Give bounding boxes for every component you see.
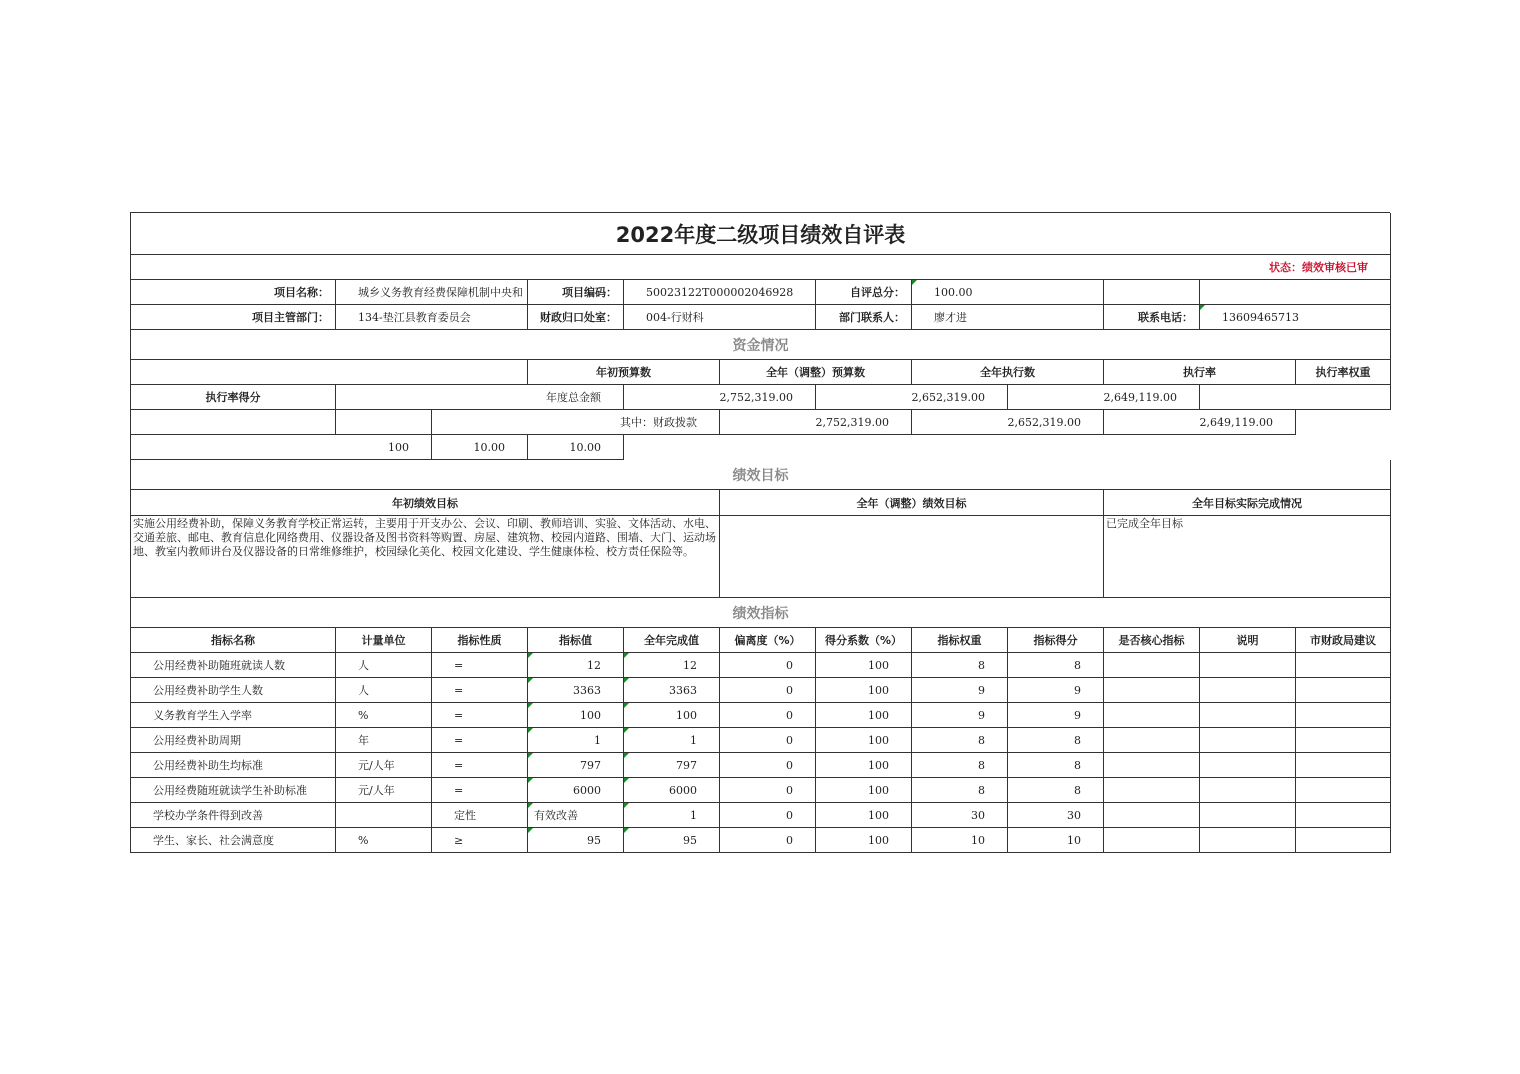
indicator-value: 6000 xyxy=(528,778,624,803)
indicator-suggestion xyxy=(1296,828,1391,853)
indicator-header: 指标值 xyxy=(528,628,624,653)
indicator-weight: 8 xyxy=(912,728,1008,753)
indicator-core-flag xyxy=(1104,803,1200,828)
indicator-unit: 元/人年 xyxy=(336,753,432,778)
indicator-deviation: 0 xyxy=(720,803,816,828)
indicator-completed: 3363 xyxy=(624,678,720,703)
indicator-coefficient: 100 xyxy=(816,728,912,753)
indicator-name: 公用经费补助学生人数 xyxy=(131,678,336,703)
indicator-name: 义务教育学生入学率 xyxy=(131,703,336,728)
page-title: 2022年度二级项目绩效自评表 xyxy=(131,213,1391,255)
initial-goal-text: 实施公用经费补助，保障义务教育学校正常运转，主要用于开支办公、会议、印刷、教师培训、实验、文体活动、水电、交通差旅、邮电、教育信息化网络费用、仪器设备及图书资料等购置、房屋、建筑物、校园内道路、围墙、大门、运动场地、教室内教师讲台及仪器设备的日常维修维护，校园绿化美化、校园文化建设、学生健康体检、校方责任保险等。 xyxy=(131,516,720,598)
indicator-header: 偏离度（%） xyxy=(720,628,816,653)
indicator-header: 指标得分 xyxy=(1008,628,1104,653)
indicator-coefficient: 100 xyxy=(816,753,912,778)
indicator-nature: = xyxy=(432,728,528,753)
indicator-unit: 年 xyxy=(336,728,432,753)
indicator-score: 8 xyxy=(1008,778,1104,803)
indicator-coefficient: 100 xyxy=(816,803,912,828)
funds-header-empty xyxy=(131,360,528,385)
indicator-coefficient: 100 xyxy=(816,828,912,853)
indicator-weight: 8 xyxy=(912,753,1008,778)
indicator-unit xyxy=(336,803,432,828)
indicator-unit: 人 xyxy=(336,653,432,678)
project-name-value: 城乡义务教育经费保障机制中央和 xyxy=(336,280,528,305)
actual-completion-text: 已完成全年目标 xyxy=(1104,516,1391,598)
indicator-score: 8 xyxy=(1008,728,1104,753)
funds-header: 全年（调整）预算数 xyxy=(720,360,912,385)
indicator-weight: 9 xyxy=(912,703,1008,728)
funds-rate xyxy=(1200,385,1391,410)
phone-label: 联系电话： xyxy=(1104,305,1200,330)
indicator-name: 公用经费补助周期 xyxy=(131,728,336,753)
indicator-note xyxy=(1200,678,1296,703)
indicator-header: 计量单位 xyxy=(336,628,432,653)
status-text: 状态：绩效审核已审 xyxy=(131,255,1391,280)
indicator-header: 是否核心指标 xyxy=(1104,628,1200,653)
indicator-deviation: 0 xyxy=(720,653,816,678)
indicator-core-flag xyxy=(1104,703,1200,728)
funds-adjusted: 2,652,319.00 xyxy=(912,410,1104,435)
indicator-note xyxy=(1200,803,1296,828)
adjusted-goal-text xyxy=(720,516,1104,598)
indicator-completed: 1 xyxy=(624,803,720,828)
funds-weight xyxy=(131,410,336,435)
indicator-core-flag xyxy=(1104,828,1200,853)
indicator-suggestion xyxy=(1296,728,1391,753)
funds-header: 全年执行数 xyxy=(912,360,1104,385)
indicator-coefficient: 100 xyxy=(816,703,912,728)
indicator-header: 指标性质 xyxy=(432,628,528,653)
goals-header: 全年目标实际完成情况 xyxy=(1104,490,1391,516)
indicator-deviation: 0 xyxy=(720,728,816,753)
indicator-nature: = xyxy=(432,653,528,678)
indicator-deviation: 0 xyxy=(720,753,816,778)
indicator-unit: 元/人年 xyxy=(336,778,432,803)
goals-section-title: 绩效目标 xyxy=(131,460,1391,490)
indicator-header: 得分系数（%） xyxy=(816,628,912,653)
indicator-name: 公用经费补助生均标准 xyxy=(131,753,336,778)
indicator-name: 公用经费随班就读学生补助标准 xyxy=(131,778,336,803)
indicator-coefficient: 100 xyxy=(816,678,912,703)
indicator-suggestion xyxy=(1296,778,1391,803)
indicator-suggestion xyxy=(1296,703,1391,728)
funds-adjusted: 2,652,319.00 xyxy=(816,385,1008,410)
indicator-completed: 95 xyxy=(624,828,720,853)
indicator-nature: = xyxy=(432,778,528,803)
indicator-nature: 定性 xyxy=(432,803,528,828)
info-empty-cell xyxy=(1104,280,1200,305)
finance-office-value: 004-行财科 xyxy=(624,305,816,330)
indicator-suggestion xyxy=(1296,653,1391,678)
indicator-note xyxy=(1200,828,1296,853)
indicator-nature: = xyxy=(432,678,528,703)
funds-initial: 2,752,319.00 xyxy=(624,385,816,410)
indicator-score: 30 xyxy=(1008,803,1104,828)
finance-office-label: 财政归口处室： xyxy=(528,305,624,330)
funds-score: 10.00 xyxy=(528,435,624,460)
project-code-label: 项目编码： xyxy=(528,280,624,305)
indicator-name: 学生、家长、社会满意度 xyxy=(131,828,336,853)
funds-header: 年初预算数 xyxy=(528,360,720,385)
indicator-coefficient: 100 xyxy=(816,778,912,803)
indicator-value: 3363 xyxy=(528,678,624,703)
indicator-completed: 12 xyxy=(624,653,720,678)
funds-header: 执行率权重 xyxy=(1296,360,1391,385)
funds-section-title: 资金情况 xyxy=(131,330,1391,360)
indicator-completed: 6000 xyxy=(624,778,720,803)
indicator-value: 1 xyxy=(528,728,624,753)
indicator-weight: 10 xyxy=(912,828,1008,853)
indicator-weight: 30 xyxy=(912,803,1008,828)
performance-self-evaluation-sheet xyxy=(130,212,1390,853)
indicator-deviation: 0 xyxy=(720,778,816,803)
indicator-weight: 8 xyxy=(912,653,1008,678)
indicator-note xyxy=(1200,653,1296,678)
funds-header: 执行率 xyxy=(1104,360,1296,385)
dept-value: 134-垫江县教育委员会 xyxy=(336,305,528,330)
indicator-core-flag xyxy=(1104,753,1200,778)
dept-label: 项目主管部门： xyxy=(131,305,336,330)
indicator-value: 12 xyxy=(528,653,624,678)
funds-row-label: 其中：财政拨款 xyxy=(432,410,720,435)
indicator-name: 公用经费补助随班就读人数 xyxy=(131,653,336,678)
indicators-section-title: 绩效指标 xyxy=(131,598,1391,628)
indicator-note xyxy=(1200,753,1296,778)
indicator-score: 9 xyxy=(1008,703,1104,728)
funds-rate: 100 xyxy=(131,435,432,460)
funds-row-label: 年度总金额 xyxy=(336,385,624,410)
project-code-value: 50023122T000002046928 xyxy=(624,280,816,305)
indicator-header: 说明 xyxy=(1200,628,1296,653)
indicator-unit: % xyxy=(336,703,432,728)
indicator-suggestion xyxy=(1296,678,1391,703)
indicator-core-flag xyxy=(1104,678,1200,703)
info-empty-cell xyxy=(1200,280,1391,305)
funds-executed: 2,649,119.00 xyxy=(1104,410,1296,435)
contact-value: 廖才进 xyxy=(912,305,1104,330)
indicator-value: 95 xyxy=(528,828,624,853)
self-score-value: 100.00 xyxy=(912,280,1104,305)
indicator-coefficient: 100 xyxy=(816,653,912,678)
indicator-note xyxy=(1200,703,1296,728)
goals-header: 全年（调整）绩效目标 xyxy=(720,490,1104,516)
indicator-nature: ≥ xyxy=(432,828,528,853)
indicator-weight: 9 xyxy=(912,678,1008,703)
indicator-completed: 100 xyxy=(624,703,720,728)
indicator-note xyxy=(1200,778,1296,803)
funds-score xyxy=(336,410,432,435)
project-name-label: 项目名称： xyxy=(131,280,336,305)
indicator-nature: = xyxy=(432,703,528,728)
goals-header: 年初绩效目标 xyxy=(131,490,720,516)
indicator-suggestion xyxy=(1296,803,1391,828)
indicator-header: 全年完成值 xyxy=(624,628,720,653)
indicator-core-flag xyxy=(1104,778,1200,803)
indicator-value: 有效改善 xyxy=(528,803,624,828)
indicator-value: 797 xyxy=(528,753,624,778)
indicator-unit: % xyxy=(336,828,432,853)
sheet-grid xyxy=(130,212,1390,853)
self-score-label: 自评总分： xyxy=(816,280,912,305)
funds-weight: 10.00 xyxy=(432,435,528,460)
indicator-name: 学校办学条件得到改善 xyxy=(131,803,336,828)
indicator-note xyxy=(1200,728,1296,753)
indicator-unit: 人 xyxy=(336,678,432,703)
contact-label: 部门联系人： xyxy=(816,305,912,330)
indicator-value: 100 xyxy=(528,703,624,728)
indicator-score: 9 xyxy=(1008,678,1104,703)
indicator-completed: 797 xyxy=(624,753,720,778)
phone-value: 13609465713 xyxy=(1200,305,1391,330)
indicator-score: 8 xyxy=(1008,653,1104,678)
indicator-deviation: 0 xyxy=(720,828,816,853)
indicator-header: 指标名称 xyxy=(131,628,336,653)
indicator-suggestion xyxy=(1296,753,1391,778)
indicator-completed: 1 xyxy=(624,728,720,753)
funds-initial: 2,752,319.00 xyxy=(720,410,912,435)
indicator-deviation: 0 xyxy=(720,703,816,728)
indicator-core-flag xyxy=(1104,728,1200,753)
indicator-score: 8 xyxy=(1008,753,1104,778)
indicator-score: 10 xyxy=(1008,828,1104,853)
funds-executed: 2,649,119.00 xyxy=(1008,385,1200,410)
indicator-header: 指标权重 xyxy=(912,628,1008,653)
indicator-core-flag xyxy=(1104,653,1200,678)
indicator-weight: 8 xyxy=(912,778,1008,803)
funds-header: 执行率得分 xyxy=(131,385,336,410)
indicator-header: 市财政局建议 xyxy=(1296,628,1391,653)
indicator-nature: = xyxy=(432,753,528,778)
indicator-deviation: 0 xyxy=(720,678,816,703)
